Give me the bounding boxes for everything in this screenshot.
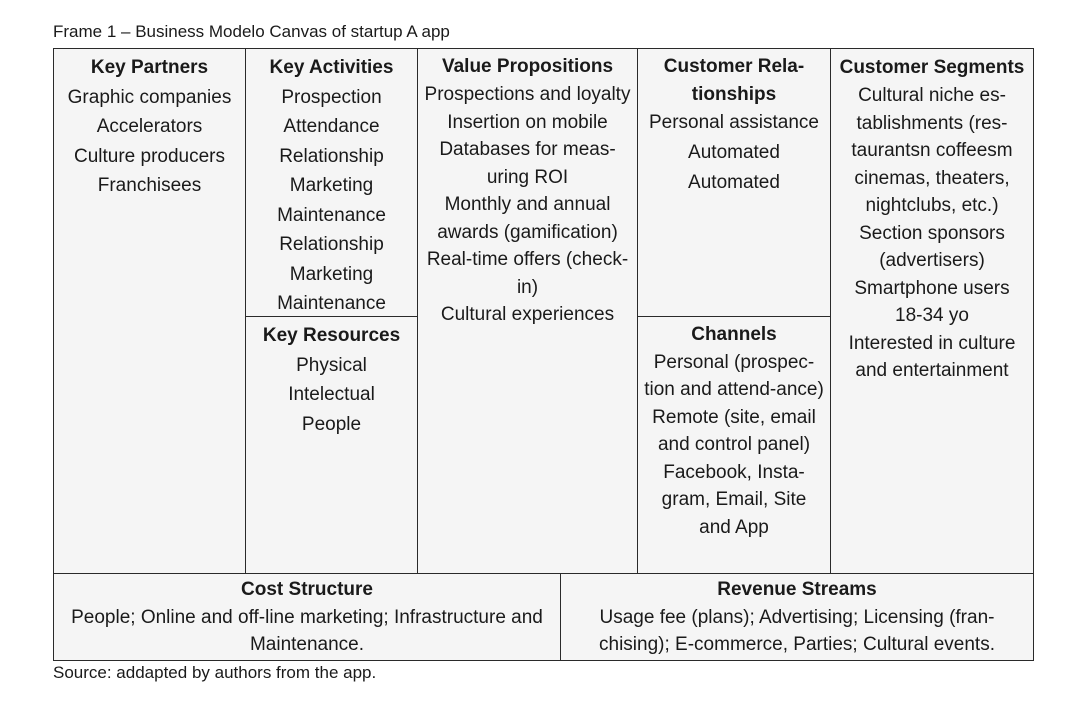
customer-relationship-item: Automated <box>688 142 780 163</box>
key-resource-item: People <box>301 413 362 435</box>
cost-structure-block <box>54 574 560 660</box>
cost-structure-title: Cost Structure <box>241 579 373 600</box>
key-resources-block <box>246 317 417 573</box>
value-proposition-item: Insertion on mobile <box>447 111 608 133</box>
key-activity-item: Maintenance <box>277 204 386 226</box>
key-partner-item: Accelerators <box>96 116 203 137</box>
customer-segment-item: Smartphone users 18-34 yo <box>854 277 1010 326</box>
key-resources-title: Key Resources <box>262 325 401 346</box>
key-activity-item: Marketing <box>289 175 374 196</box>
customer-segment-item: Section sponsors (advertisers) <box>859 222 1005 271</box>
key-partners-block <box>54 49 245 573</box>
customer-relationship-item: Personal assistance <box>648 112 820 133</box>
customer-segment-item: Cultural niche es-tablishments (res-taurantsn coffeesm cinemas, theaters, nightclubs, etc.) <box>851 85 1013 216</box>
key-activity-item: Relationship <box>279 145 384 167</box>
key-activity-item: Relationship <box>279 234 384 255</box>
revenue-streams-text: Usage fee (plans); Advertising; Licensing (fran-chising); E-commerce, Parties; Cultural events. <box>599 606 995 655</box>
key-activity-item: Attendance <box>283 116 380 137</box>
channels-title: Channels <box>691 324 777 345</box>
frame-caption: Frame 1 – Business Modelo Canvas of startup A app <box>53 22 450 41</box>
customer-segments-title: Customer Segments <box>839 57 1025 78</box>
value-proposition-item: Cultural experiences <box>440 304 615 325</box>
key-activity-item: Maintenance <box>277 293 386 314</box>
value-proposition-item: Prospections and loyalty <box>424 84 631 105</box>
customer-relationships-block <box>638 49 830 316</box>
source-note: Source: addapted by authors from the app. <box>53 663 377 682</box>
key-partner-item: Graphic companies <box>67 86 232 108</box>
key-partner-item: Franchisees <box>97 175 202 196</box>
customer-relationships-title: Customer Rela-tionships <box>663 56 805 105</box>
customer-segments-block <box>831 49 1033 573</box>
key-activities-title: Key Activities <box>269 57 394 78</box>
value-proposition-item: Databases for meas-uring ROI <box>439 139 616 188</box>
business-model-canvas <box>53 48 1034 661</box>
channels-block <box>638 317 830 573</box>
channel-item: Remote (site, email and control panel) <box>652 406 816 455</box>
revenue-streams-block <box>561 574 1033 660</box>
key-partners-title: Key Partners <box>90 57 209 78</box>
value-propositions-title: Value Propositions <box>441 56 614 77</box>
key-resource-item: Intelectual <box>288 384 375 405</box>
cost-structure-text: People; Online and off-line marketing; Infrastructure and Maintenance. <box>71 606 543 655</box>
value-propositions-block <box>418 49 637 573</box>
key-activity-item: Prospection <box>281 86 382 108</box>
channel-item: Facebook, Insta-gram, Email, Site and App <box>661 461 807 538</box>
key-activity-item: Marketing <box>289 263 374 285</box>
revenue-streams-title: Revenue Streams <box>717 579 877 600</box>
customer-relationship-item: Automated <box>688 172 780 193</box>
customer-segment-item: Interested in culture and entertainment <box>848 332 1016 381</box>
key-partner-item: Culture producers <box>73 145 226 167</box>
value-proposition-item: Monthly and annual awards (gamification) <box>437 194 618 243</box>
value-proposition-item: Real-time offers (check-in) <box>426 249 629 298</box>
channel-item: Personal (prospec-tion and attend-ance) <box>644 351 824 400</box>
key-resource-item: Physical <box>296 354 367 376</box>
key-activities-block <box>246 49 417 316</box>
